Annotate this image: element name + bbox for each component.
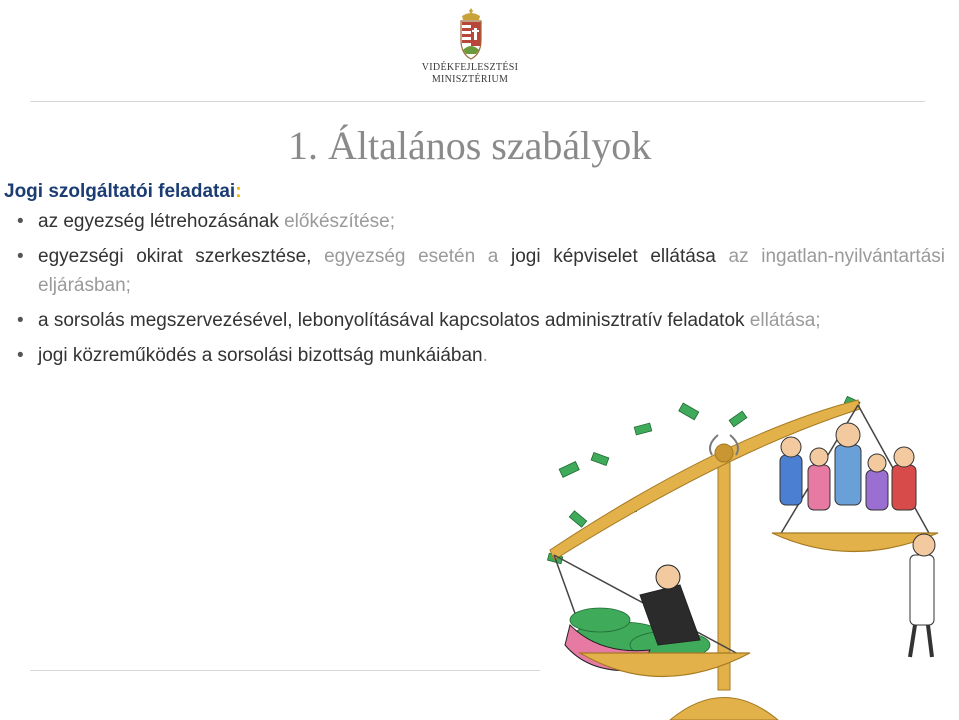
balance-scale-cartoon-icon	[540, 395, 959, 720]
ministry-line-2: MINISZTÉRIUM	[431, 74, 509, 85]
section-heading	[4, 181, 242, 203]
ministry-line-1: VIDÉKFEJLESZTÉSI	[421, 62, 519, 73]
ministry-name	[380, 62, 560, 86]
list-item	[17, 306, 945, 335]
list-item	[17, 242, 945, 300]
bullet-text-muted: ellátása;	[744, 310, 821, 331]
list-item	[17, 207, 945, 236]
section-heading-text: Jogi szolgáltatói feladatai	[4, 181, 236, 202]
section-heading-colon: :	[235, 181, 242, 202]
bullet-text: jogi közreműködés a sorsolási bizottság munkáiában	[38, 345, 483, 366]
bullet-text: jogi képviselet ellátása	[498, 246, 716, 267]
bullet-text-muted: egyezség esetén a	[311, 246, 499, 267]
footer-divider	[30, 670, 540, 671]
bullet-text: egyezségi okirat szerkesztése,	[38, 246, 312, 267]
bullet-text: az egyezség létrehozásának	[38, 211, 279, 232]
bullet-text-muted: az ingatlan-nyilvántartási eljárásban;	[38, 246, 945, 296]
bullet-list	[17, 207, 945, 376]
bullet-text: a sorsolás megszervezésével, lebonyolításával kapcsolatos adminisztratív feladatok	[38, 310, 745, 331]
bullet-text-muted: .	[482, 345, 488, 366]
coat-of-arms-icon	[456, 6, 486, 62]
bullet-text-muted: előkészítése;	[278, 211, 395, 232]
slide-title: 1. Általános szabályok	[288, 123, 652, 168]
list-item	[17, 341, 945, 370]
header-divider	[30, 101, 925, 102]
